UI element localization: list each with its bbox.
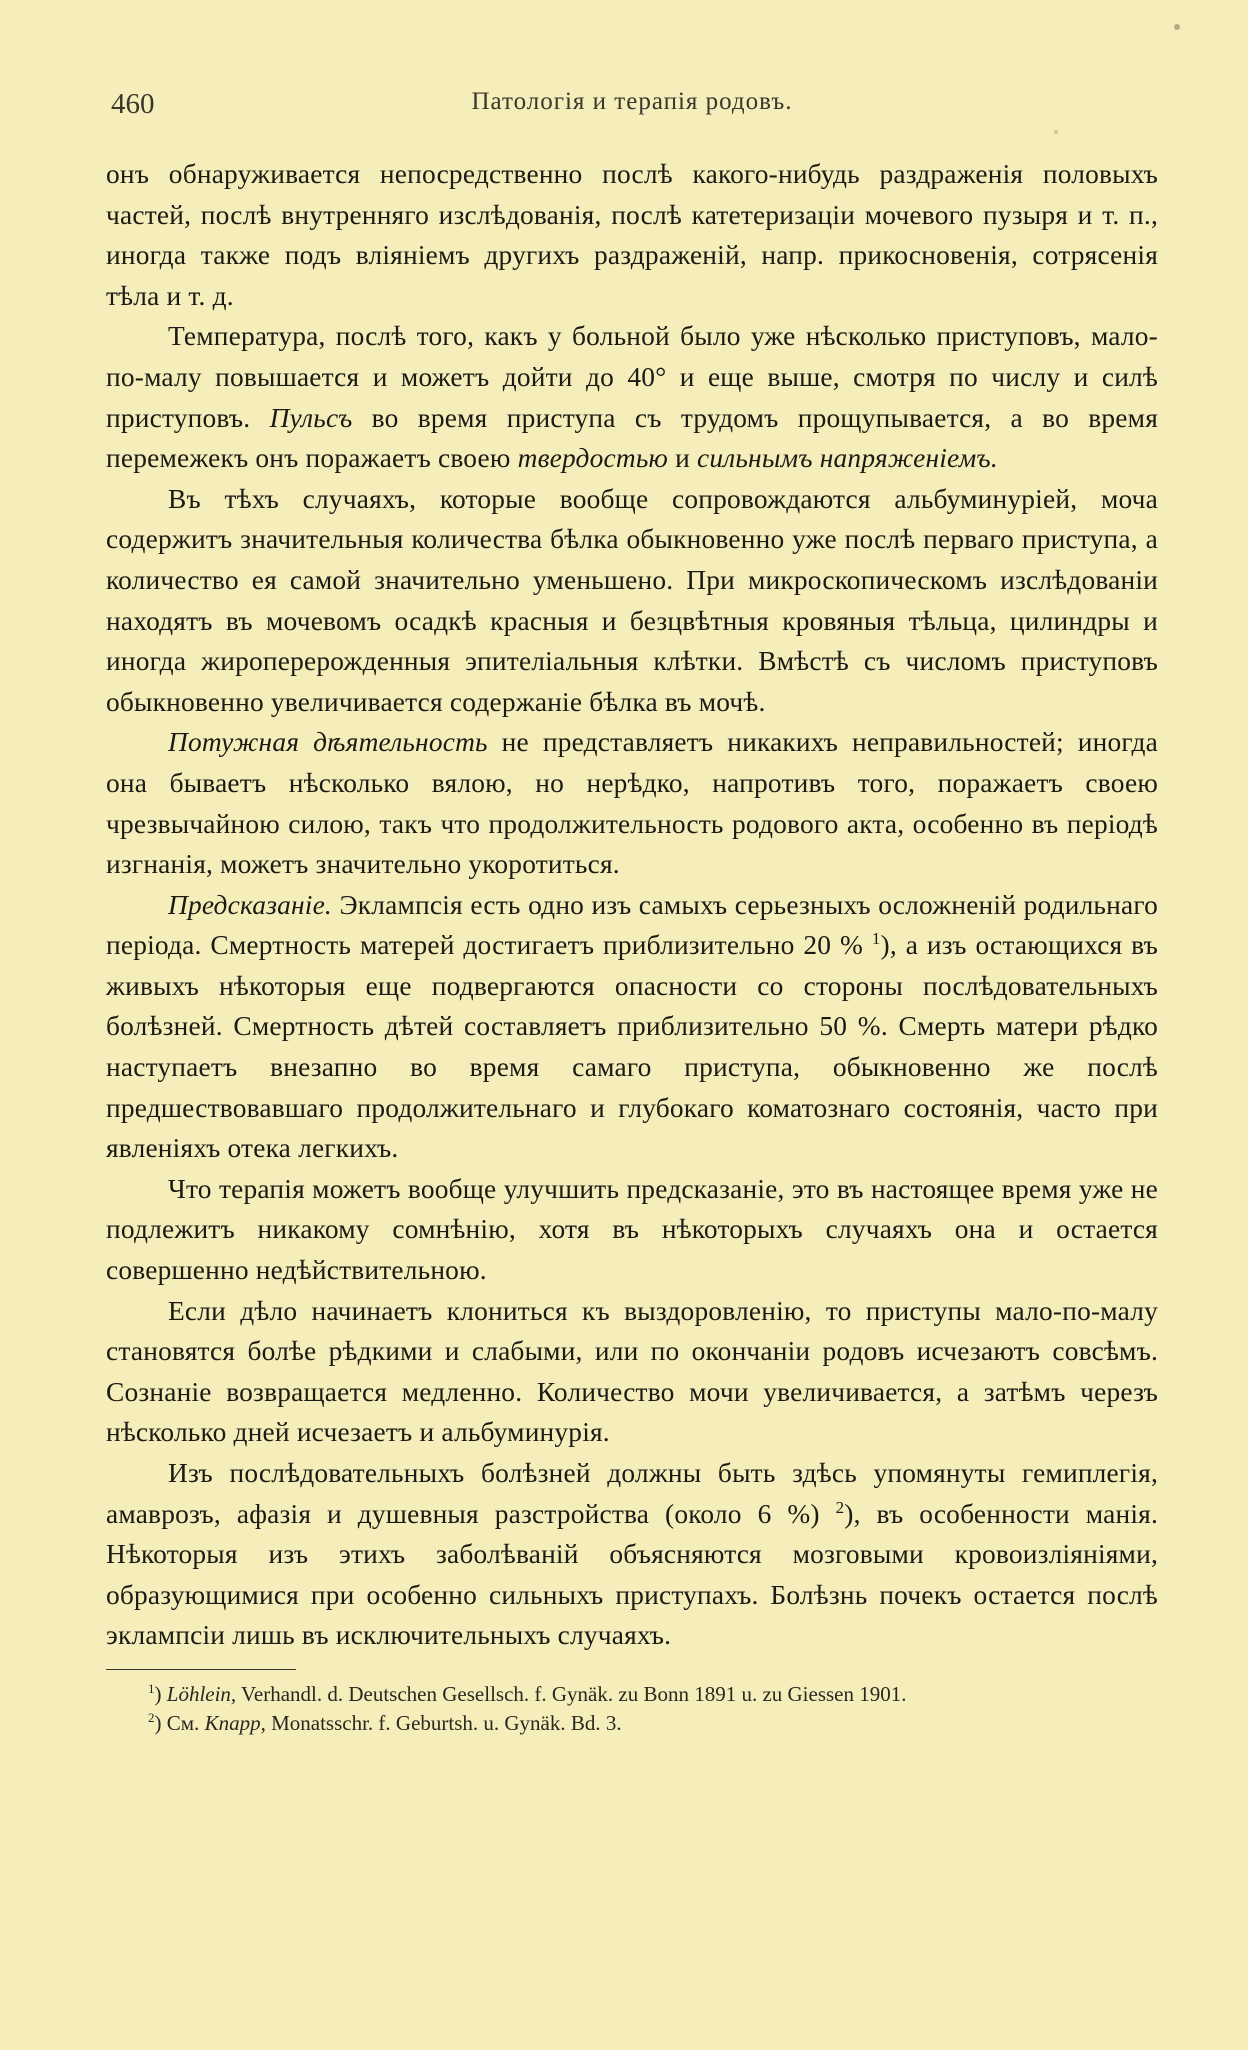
- text-run: ), а изъ остающихся въ живыхъ нѣкоторыя еще подвергаются опасности со стороны послѣдовательныхъ болѣзней. Смертность дѣтей составляетъ приблизительно 50 %. Смерть матери рѣдко наступаетъ внезапно во время самаго приступа, обыкновенно же послѣ предшествовавшаго продолжительнаго и глубокаго коматознаго состоянія, часто при явленіяхъ отека легкихъ.: [106, 930, 1158, 1164]
- footnote-ref: 1: [871, 929, 881, 949]
- text-run: Изъ послѣдовательныхъ болѣзней должны быть здѣсь упомянуты гемиплегія, амаврозъ, афазія и душевныя разстройства (около 6 %): [106, 1458, 1158, 1529]
- emphasis-text: твердостью: [517, 443, 669, 474]
- emphasis-text: Потужная дѣятельность: [168, 727, 488, 758]
- body-paragraph: [106, 885, 1158, 1169]
- text-run: не представляетъ никакихъ неправильностей; иногда она бываетъ нѣсколько вялою, но нерѣдко, напротивъ того, поражаетъ своею чрезвычайною силою, такъ что продолжительность родового акта, особенно въ періодѣ изгнанія, можетъ значительно укоротиться.: [106, 727, 1158, 880]
- emphasis-text: Пульсъ: [269, 402, 353, 433]
- text-run: ): [154, 1681, 167, 1706]
- text-run: Если дѣло начинаетъ клониться къ выздоровленію, то приступы мало-по-малу становятся болѣе рѣдкими и слабыми, или по окончаніи родовъ исчезаютъ совсѣмъ. Сознаніе возвращается медленно. Количество мочи увеличивается, а затѣмъ черезъ нѣсколько дней исчезаетъ и альбуминурія.: [106, 1295, 1158, 1448]
- body-paragraph: [106, 1169, 1158, 1291]
- body-paragraph: [106, 1291, 1158, 1453]
- footnotes: [106, 1680, 1158, 1738]
- text-run: Въ тѣхъ случаяхъ, которые вообще сопровождаются альбуминуріей, моча содержитъ значительныя количества бѣлка обыкновенно уже послѣ перваго приступа, а количество ея самой значительно уменьшено. При микроскопическомъ изслѣдованіи находятъ въ мочевомъ осадкѣ красныя и безцвѣтныя кровяныя тѣльца, цилиндры и иногда жироперерожденныя эпителіальныя клѣтки. Вмѣстѣ съ числомъ приступовъ обыкновенно увеличивается содержаніе бѣлка въ мочѣ.: [106, 483, 1158, 717]
- text-run: Что терапія можетъ вообще улучшить предсказаніе, это въ настоящее время уже не подлежитъ никакому сомнѣнію, хотя въ нѣкоторыхъ случаяхъ она и остается совершенно недѣйствительною.: [106, 1173, 1158, 1286]
- paper-speck: [1174, 24, 1180, 30]
- page-header: [106, 80, 1158, 126]
- body-paragraph: [106, 316, 1158, 478]
- text-run: Verhandl. d. Deutschen Gesellsch. f. Gynäk. zu Bonn 1891 u. zu Giessen 1901.: [236, 1681, 907, 1706]
- body-paragraph: [106, 154, 1158, 316]
- footnote-rule: [106, 1669, 296, 1670]
- text-run: Monatsschr. f. Geburtsh. u. Gynäk. Bd. 3.: [265, 1710, 622, 1735]
- emphasis-text: Предсказаніе.: [168, 889, 332, 920]
- page-number: 460: [111, 88, 155, 120]
- text-run: ), въ особенности манія. Нѣкоторыя изъ этихъ заболѣваній объясняются мозговыми кровоизліяніями, образующимися при особенно сильныхъ приступахъ. Болѣзнь почекъ остается послѣ эклампсіи лишь въ исключительныхъ случаяхъ.: [106, 1498, 1158, 1651]
- body-paragraph: [106, 722, 1158, 884]
- text-run: Эклампсія есть одно изъ самыхъ серьезныхъ осложненій родильнаго періода. Смертность матерей достигаетъ приблизительно 20 %: [106, 889, 1158, 961]
- emphasis-text: Löhlein,: [166, 1681, 237, 1706]
- emphasis-text: сильнымъ напряженіемъ.: [697, 443, 998, 474]
- footnote: [106, 1680, 1158, 1709]
- text-run: во время приступа съ трудомъ прощупывается, а во время перемежекъ онъ поражаетъ своею: [106, 402, 1158, 474]
- running-title: Патологія и терапія родовъ.: [471, 88, 793, 115]
- text-run: и: [668, 443, 697, 474]
- body-paragraph: [106, 1453, 1158, 1656]
- text-run: Температура, послѣ того, какъ у больной было уже нѣсколько приступовъ, мало-по-малу повышается и можетъ дойти до 40° и еще выше, смотря по числу и силѣ приступовъ.: [106, 321, 1158, 433]
- footnote-ref: 2: [835, 1497, 845, 1517]
- footnote: [106, 1709, 1158, 1738]
- text-run: ) См.: [154, 1710, 205, 1735]
- footnote-ref: 1: [148, 1680, 155, 1696]
- page-body: [106, 154, 1158, 1656]
- emphasis-text: Knapp,: [204, 1710, 266, 1735]
- book-page: [106, 80, 1158, 1738]
- text-run: онъ обнаруживается непосредственно послѣ какого-нибудь раздраженія половыхъ частей, послѣ внутренняго изслѣдованія, послѣ катетеризаціи мочевого пузыря и т. п., иногда также подъ вліяніемъ другихъ раздраженій, напр. прикосновенія, сотрясенія тѣла и т. д.: [106, 159, 1158, 311]
- body-paragraph: [106, 479, 1158, 723]
- footnote-ref: 2: [148, 1709, 155, 1725]
